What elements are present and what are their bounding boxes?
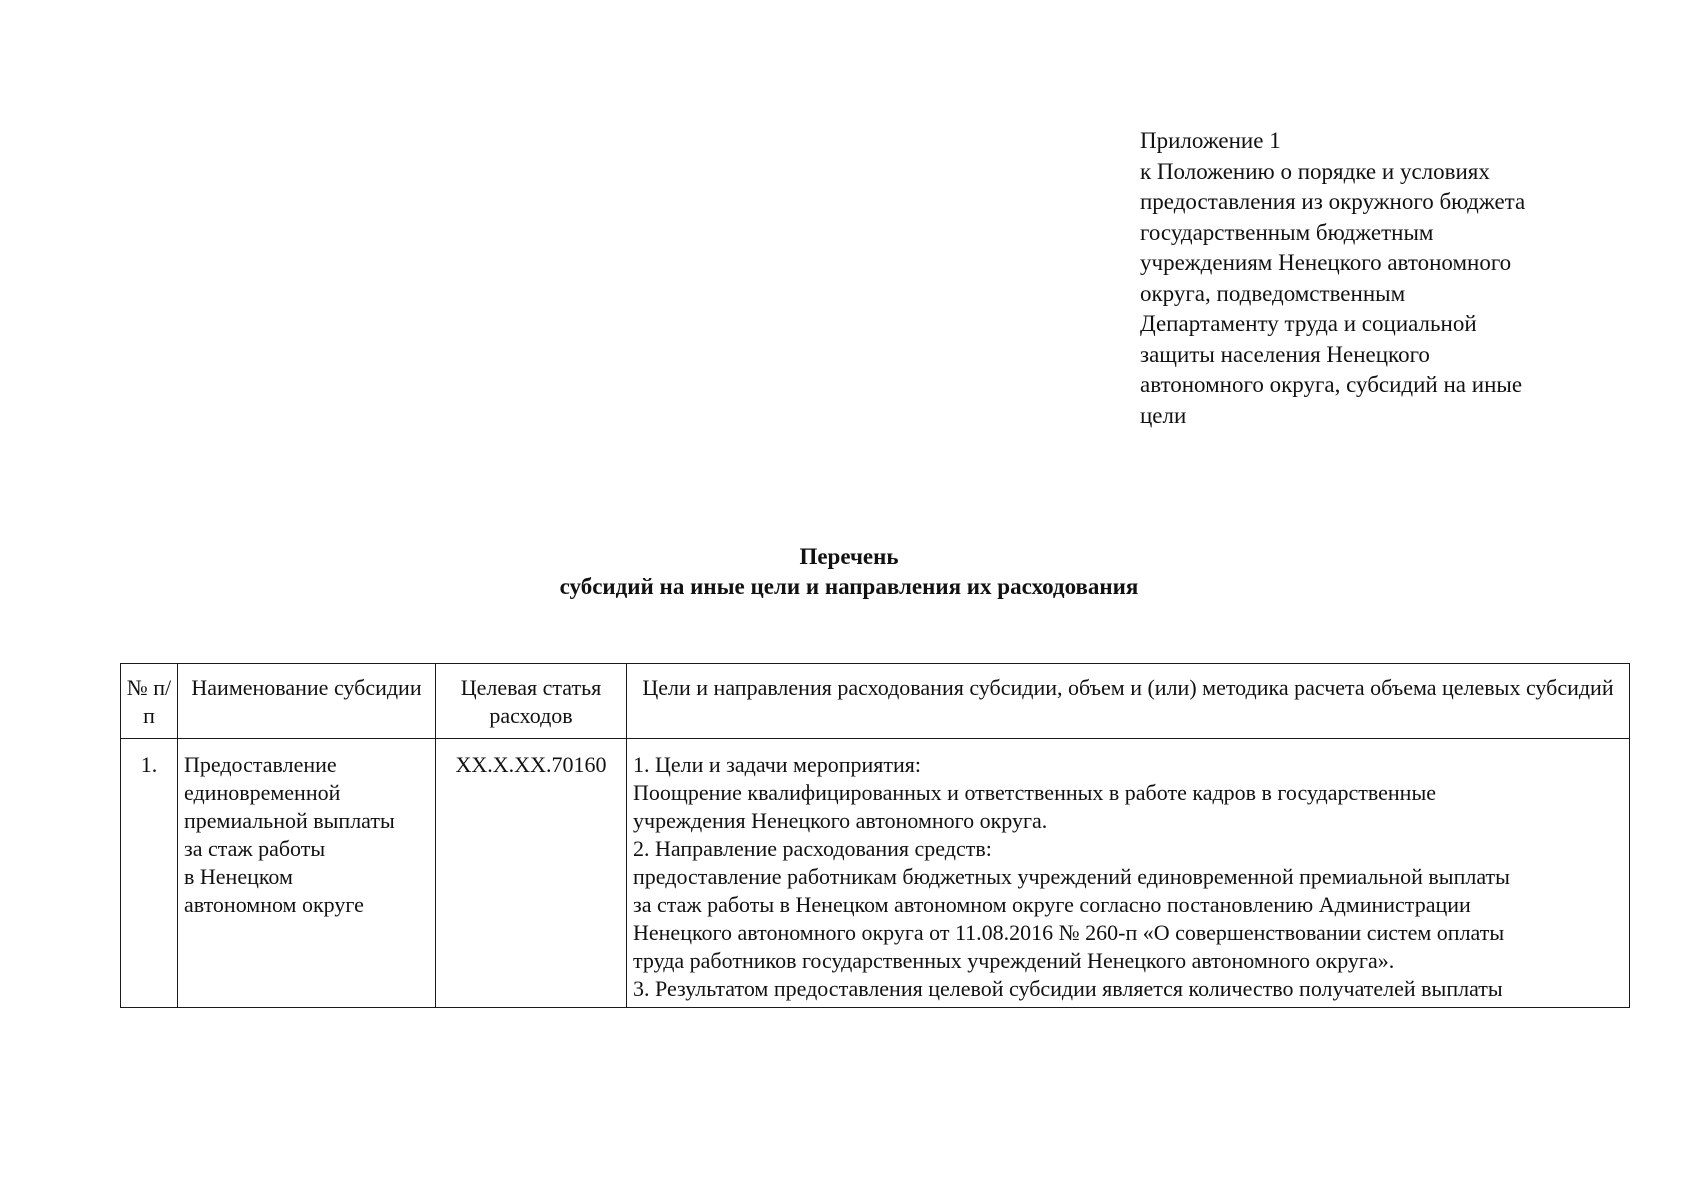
header-description: Цели и направления расходования субсидии, объем и (или) методика расчета объема целевых субсидий [627,664,1630,739]
appendix-line: предоставления из окружного бюджета [1140,189,1526,214]
description-line: учреждения Ненецкого автономного округа. [633,808,1048,833]
appendix-line: к Положению о порядке и условиях [1140,158,1490,184]
appendix-line: округа, подведомственным [1140,280,1406,306]
name-line: единовременной [184,780,341,805]
title-line-1: Перечень [799,544,899,569]
description-line: Поощрение квалифицированных и ответственных в работе кадров в государственные [633,780,1436,805]
row-description [627,739,1630,1008]
appendix-reference [1140,126,1620,431]
appendix-line: цели [1140,402,1187,428]
name-line: автономном округе [184,892,364,917]
header-name: Наименование субсидии [178,664,436,739]
table-row [121,739,1630,1008]
name-line: премиальной выплаты [184,808,395,833]
description-line: 1. Цели и задачи мероприятия: [633,752,922,777]
table-header-row [121,664,1630,739]
subsidy-table [120,663,1630,1008]
description-line: 3. Результатом предоставления целевой субсидии является количество получателей выплаты [633,976,1503,1001]
name-line: в Ненецком [184,864,293,889]
row-num: 1. [121,739,178,1008]
header-num: № п/п [121,664,178,739]
description-line: за стаж работы в Ненецком автономном округе согласно постановлению Администрации [633,892,1471,917]
appendix-line: учреждениям Ненецкого автономного [1140,250,1512,275]
description-line: предоставление работникам бюджетных учреждений единовременной премиальной выплаты [633,864,1510,889]
title-line-2: субсидий на иные цели и направления их расходования [559,574,1139,599]
description-line: 2. Направление расходования средств: [633,836,992,861]
appendix-line: защиты населения Ненецкого [1140,341,1430,367]
name-line: Предоставление [184,752,337,777]
name-line: за стаж работы [184,836,326,861]
row-code: XX.X.XX.70160 [436,739,627,1008]
appendix-line: государственным бюджетным [1140,219,1434,245]
row-name [178,739,436,1008]
appendix-line: Приложение 1 [1140,128,1281,153]
appendix-line: Департаменту труда и социальной [1140,311,1477,336]
description-line: труда работников государственных учреждений Ненецкого автономного округа». [633,948,1395,973]
description-line: Ненецкого автономного округа от 11.08.2016 № 260-п «О совершенствовании систем оплаты [633,920,1505,945]
appendix-line: автономного округа, субсидий на иные [1140,372,1523,397]
header-code: Целевая статья расходов [436,664,627,739]
document-title [0,542,1698,602]
